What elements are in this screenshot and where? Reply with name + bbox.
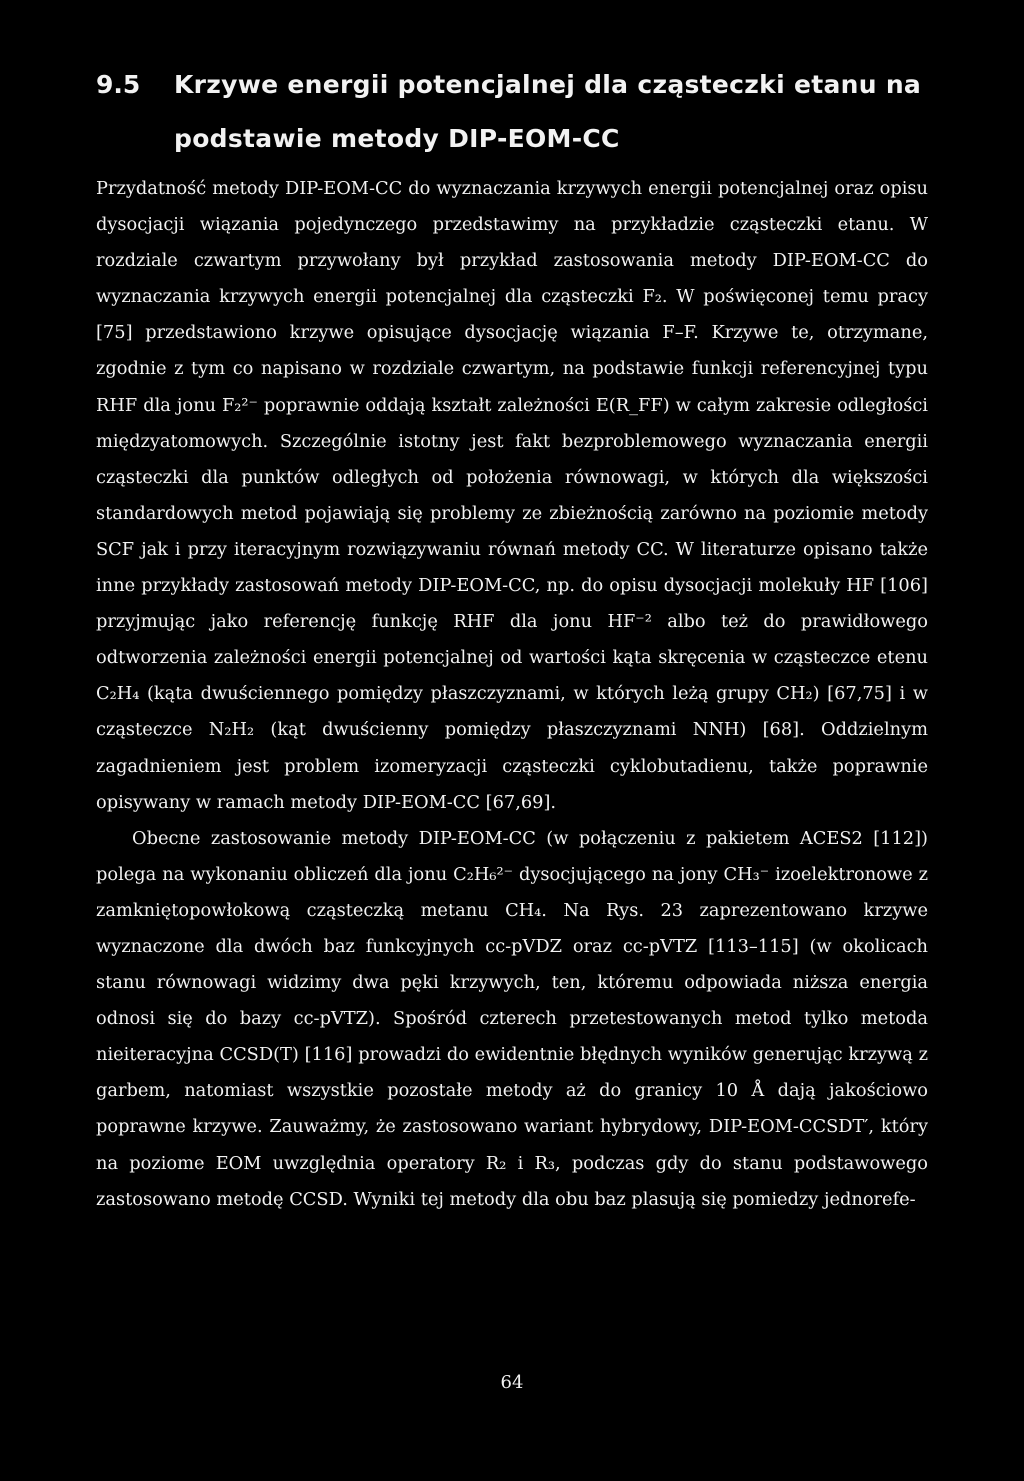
page-content [96,58,928,1218]
section-heading [96,58,928,166]
section-title: Krzywe energii potencjalnej dla cząsteczki etanu na podstawie metody DIP-EOM-CC [174,70,922,153]
paragraph-2: Obecne zastosowanie metody DIP-EOM-CC (w połączeniu z pakietem ACES2 [112]) polega na wykonaniu obliczeń dla jonu C₂H₆²⁻ dysocjującego na jony CH₃⁻ izoelektronowe z zamkniętopowłokową cząsteczką metanu CH₄. Na Rys. 23 zaprezentowano krzywe wyznaczone dla dwóch baz funkcyjnych cc-pVDZ oraz cc-pVTZ [113–115] (w okolicach stanu równowagi widzimy dwa pęki krzywych, ten, któremu odpowiada niższa energia odnosi się do bazy cc-pVTZ). Spośród czterech przetestowanych metod tylko metoda nieiteracyjna CCSD(T) [116] prowadzi do ewidentnie błędnych wyników generując krzywą z garbem, natomiast wszystkie pozostałe metody aż do granicy 10 Å dają jakościowo poprawne krzywe. Zauważmy, że zastosowano wariant hybrydowy, DIP-EOM-CCSDT′, który na poziome EOM uwzględnia operatory R₂ i R₃, podczas gdy do stanu podstawowego zastosowano metodę CCSD. Wyniki tej metody dla obu baz plasują się pomiedzy jednorefe- [96,827,928,1210]
paragraph-1: Przydatność metody DIP-EOM-CC do wyznaczania krzywych energii potencjalnej oraz opisu dysocjacji wiązania pojedynczego przedstawimy na przykładzie cząsteczki etanu. W rozdziale czwartym przywołany był przykład zastosowania metody DIP-EOM-CC do wyznaczania krzywych energii potencjalnej dla cząsteczki F₂. W poświęconej temu pracy [75] przedstawiono krzywe opisujące dysocjację wiązania F–F. Krzywe te, otrzymane, zgodnie z tym co napisano w rozdziale czwartym, na podstawie funkcji referencyjnej typu RHF dla jonu F₂²⁻ poprawnie oddają kształt zależności E(R_FF) w całym zakresie odległości międzyatomowych. Szczególnie istotny jest fakt bezproblemowego wyznaczania energii cząsteczki dla punktów odległych od położenia równowagi, w których dla większości standardowych metod pojawiają się problemy ze zbieżnością zarówno na poziomie metody SCF jak i przy iteracyjnym rozwiązywaniu równań metody CC. W literaturze opisano także inne przykłady zastosowań metody DIP-EOM-CC, np. do opisu dysocjacji molekuły HF [106] przyjmując jako referencję funkcję RHF dla jonu HF⁻² albo też do prawidłowego odtworzenia zależności energii potencjalnej od wartości kąta skręcenia w cząsteczce etenu C₂H₄ (kąta dwuściennego pomiędzy płaszczyznami, w których leżą grupy CH₂) [67,75] i w cząsteczce N₂H₂ (kąt dwuścienny pomiędzy płaszczyznami NNH) [68]. Oddzielnym zagadnieniem jest problem izomeryzacji cząsteczki cyklobutadienu, także poprawnie opisywany w ramach metody DIP-EOM-CC [67,69]. [96,178,928,813]
page-number: 64 [500,1372,524,1393]
section-number: 9.5 [96,70,141,99]
